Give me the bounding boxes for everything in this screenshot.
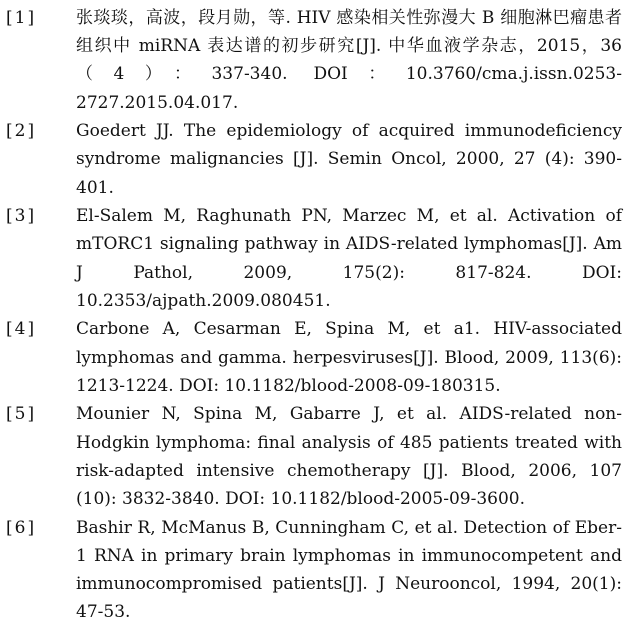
reference-item-3 bbox=[0, 202, 634, 315]
reference-text: Bashir R, McManus B, Cunningham C, et al. Detection of Eber-1 RNA in primary brain lymphomas in immunocompetent and immunocompromised patients[J]. J Neurooncol, 1994, 20(1): 47-53. bbox=[76, 517, 622, 623]
reference-number: [6] bbox=[6, 517, 37, 538]
reference-text: Mounier N, Spina M, Gabarre J, et al. AIDS-related non-Hodgkin lymphoma: final analysis of 485 patients treated with risk-adapted intensive chemotherapy [J]. Blood, 2006, 107 (10): 3832-3840. DOI: 10.1182/blood-2005-09-3600. bbox=[76, 404, 622, 510]
reference-item-5 bbox=[0, 400, 634, 513]
reference-text: Goedert JJ. The epidemiology of acquired immunodeficiency syndrome malignancies [J]. Semin Oncol, 2000, 27 (4): 390-401. bbox=[76, 121, 622, 198]
reference-item-2 bbox=[0, 117, 634, 202]
reference-item-1 bbox=[0, 4, 634, 117]
reference-number: [1] bbox=[6, 8, 37, 28]
reference-text: 张琰琰，高波，段月勋，等. HIV 感染相关性弥漫大 B 细胞淋巴瘤患者组织中 miRNA 表达谱的初步研究[J]. 中华血液学杂志，2015，36（4）：337-340. DOI：10.3760/cma.j.issn.0253-2727.2015.04.017. bbox=[76, 8, 622, 113]
reference-text: Carbone A, Cesarman E, Spina M, et a1. HIV-associated lymphomas and gamma. herpesviruses[J]. Blood, 2009, 113(6): 1213-1224. DOI: 10.1182/blood-2008-09-180315. bbox=[76, 319, 622, 396]
reference-number: [3] bbox=[6, 206, 37, 227]
reference-number: [5] bbox=[6, 404, 37, 425]
reference-number: [2] bbox=[6, 121, 37, 142]
reference-item-4 bbox=[0, 315, 634, 400]
reference-item-6 bbox=[0, 514, 634, 627]
reference-number: [4] bbox=[6, 319, 37, 340]
reference-text: El-Salem M, Raghunath PN, Marzec M, et al. Activation of mTORC1 signaling pathway in AIDS-related lymphomas[J]. Am J Pathol, 2009, 175(2): 817-824. DOI: 10.2353/ajpath.2009.080451. bbox=[76, 206, 622, 311]
